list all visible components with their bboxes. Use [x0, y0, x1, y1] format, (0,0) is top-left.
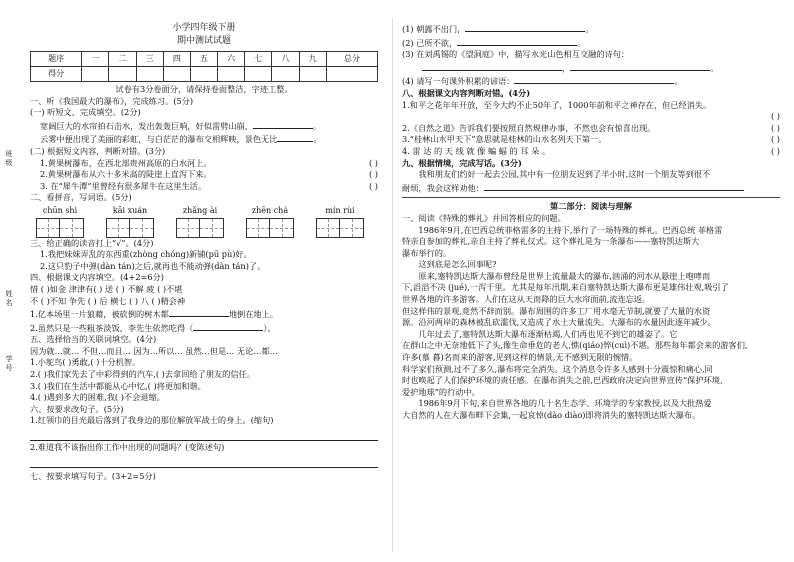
text: 3. 在“犀牛潭”里曾经有很多犀牛在这里生活。: [40, 180, 207, 191]
judge-item: [402, 134, 780, 146]
text: 地倒在地上。: [228, 309, 278, 320]
passage-line: 科学家们预测,过不了多久,瀑布将完全消失。这个消息令许多人感到十分震惊和痛心,同: [402, 363, 713, 374]
conjunction-item: 2.( )我们家先去了中彩得到的汽车,( )去拿回给了朋友的信任。: [30, 369, 255, 380]
score-cell: 三: [136, 52, 163, 67]
passage-line: 大自然的人在大瀑布畔下会集,一起哀悼(dào diào)即将消失的塞特凯达斯大瀑布。: [402, 410, 701, 420]
reading-task: 一、阅读《特殊的葬礼》并回答相应的问题。: [402, 212, 566, 223]
text: 2.《自然之道》告诉我们要按照自然规律办事，不然也会有惊喜出现。: [402, 122, 656, 133]
score-cell: 一: [82, 52, 109, 67]
section-1b-heading: (二) 根据短文内容，判断对错。(3分): [30, 145, 166, 156]
judge-item: [30, 158, 378, 170]
idiom-row: 惜 ( )如金 津津有( ) 送 ( ) 不解 疲 ( )不堪: [30, 283, 183, 294]
score-cell: 题序: [31, 52, 82, 67]
exam-instructions: 试卷有3分卷面分，请保持卷面整洁，字迹工整。: [115, 84, 293, 94]
writing-grid[interactable]: [310, 218, 370, 238]
answer-blank[interactable]: [457, 36, 577, 46]
text: (2) 已所不欲，: [402, 37, 458, 48]
score-cell: 二: [109, 52, 136, 67]
passage-line: 瀑布举行的。: [402, 247, 452, 258]
idiom-row: 不 ( )不知 争先 ( ) 后 横七 ( ) 八 ( )精会神: [30, 295, 186, 306]
pinyin-label: zhēn chá: [251, 205, 289, 215]
passage-line: 下,滔滔不决 (jué),一泻千里。尤其是每年汛期,来自塞特凯达斯大瀑布更是雄伟壮观,吸引了: [402, 282, 729, 293]
score-input-cell[interactable]: [109, 67, 136, 82]
text: 宽阔巨大的水帘拍石击水，发出轰轰巨响，好似雷劈山崩，: [40, 120, 253, 131]
writing-grid[interactable]: [170, 218, 230, 238]
section-1a-line2: 云雾中便出现了美丽的彩虹，与白茫茫的瀑布交相辉映，景色无比 。: [40, 134, 322, 145]
section-6-heading: 六、按要求改句子。(5分): [30, 403, 124, 414]
text: 1.黄果树瀑布，在西北部贵州高原的白水河上。: [40, 157, 212, 168]
score-input-cell[interactable]: [218, 67, 245, 82]
passage-line: 爱护地球”的行动中。: [402, 386, 480, 397]
pinyin-label: kāi xuán: [112, 205, 148, 215]
text: 3.“桂林山水甲天下”意思就是桂林的山水名列天下第一。: [402, 134, 607, 145]
answer-blank[interactable]: [514, 74, 674, 84]
text: 耐烦，我会这样劝他：: [402, 182, 484, 193]
rewrite-item: 1.红领巾的目光最后落到了我身边的那位解放军战士的身上。(缩句): [30, 415, 274, 426]
text: 4. 雷 达 的 天 线 就 像 蝙 蝠 的 耳 朵 。: [402, 145, 551, 156]
section-1a-line1: 宽阔巨大的水帘拍石击水，发出轰轰巨响，好似雷劈山崩， 。: [40, 120, 322, 131]
proverb-fill-item: (4) 请写一句课外积累的谚语： 。: [402, 76, 683, 87]
poem-answer-row: ， 。: [402, 61, 780, 75]
score-input-cell[interactable]: [82, 67, 109, 82]
answer-line[interactable]: [30, 428, 378, 441]
exam-title-name: 期中测试试题: [176, 36, 231, 46]
writing-grid-row: [30, 218, 378, 238]
pinyin-label: zhǎng ài: [182, 205, 218, 215]
passage-line: 特亲自参加的葬礼,亲自主持了葬礼仪式。这个葬礼是为一条瀑布——塞特凯达斯大: [402, 236, 700, 247]
pinyin-label: chūn shì: [42, 205, 78, 215]
answer-line[interactable]: [30, 455, 378, 468]
writing-grid[interactable]: [240, 218, 300, 238]
fill-item: [30, 307, 378, 321]
writing-grid[interactable]: [100, 218, 160, 238]
judge-item: [30, 181, 378, 193]
answer-blank[interactable]: [465, 22, 585, 32]
answer-paren[interactable]: ( ): [369, 180, 378, 191]
section-2-heading: 二、看拼音，写词语。(5分): [30, 192, 132, 203]
right-column: [402, 22, 780, 422]
score-input-cell[interactable]: [326, 67, 377, 82]
text: 1.亿本场里一片狼藉，被砍倒的树木都: [30, 309, 169, 320]
answer-paren[interactable]: ( ): [771, 111, 780, 122]
pinyin-row: [30, 205, 378, 217]
pinyin-label: mín rùi: [325, 205, 355, 215]
scenario-text: 我和朋友们约好一起去公园,其中有一位朋友迟到了半小时,这时一个朋友等到很不: [418, 169, 711, 180]
passage-line: 但这样伟的景观,竟然不辞而别。瀑布周围的许多工厂用水毫无节制,就要了大量的水资: [402, 305, 711, 316]
judge-item-paren: [402, 111, 780, 123]
section-3-heading: 三、给正确的读音打上“√”。(4分): [30, 237, 154, 248]
conjunction-item: 3.( )我们在生活中都能从心中忆,( )将更加和谐。: [30, 380, 206, 391]
answer-blank[interactable]: [422, 61, 562, 71]
score-input-cell[interactable]: [272, 67, 299, 82]
answer-blank[interactable]: [193, 321, 263, 331]
passage-line: 原来,塞特凯达斯大瀑布曾经是世界上流量最大的瀑布,汹涌的河水从悬崖上咆哮而: [418, 270, 711, 281]
section-7-heading: 七、按要求填写句子。(3+2=5分): [30, 470, 156, 481]
passage-line: 1986年9月,在巴西总统菲格雷多的主持下,举行了一场特殊的葬礼。巴西总统 菲格雷: [418, 224, 723, 235]
answer-paren[interactable]: ( ): [771, 145, 780, 156]
text: 2.虽然只是一些粗茶淡饭，李先生依然吃得（: [30, 322, 194, 333]
score-cell: 六: [218, 52, 245, 67]
writing-grid[interactable]: [30, 218, 90, 238]
score-cell: 七: [245, 52, 272, 67]
section-8-heading: 八、根据课文内容判断对错。(4分): [402, 87, 531, 98]
score-table-header-row: [31, 52, 378, 67]
score-table: [30, 51, 378, 82]
score-input-cell[interactable]: [245, 67, 272, 82]
score-table-score-row: [31, 67, 378, 82]
answer-paren[interactable]: ( ): [771, 122, 780, 133]
section-1-heading: 一、听《我国最大的瀑布》，完成练习。(5分): [30, 95, 194, 106]
passage-line: 在群山之中无奈地低下了头,像生命垂危的老人,憔(qiáo)悴(cuì)不堪。那些每年都会来的游客们,: [402, 340, 748, 351]
conjunction-options: 因为就…就… 不但…而且… 因为…所以… 虽然…但是… 无论…都…: [30, 345, 278, 356]
conjunction-item: 4.( )遇到多大的困难,我( )不会退缩。: [30, 392, 165, 403]
left-column: [30, 22, 378, 482]
passage-line: 世界各地的许多游客。人们在这从天而降的巨大水帘面前,流连忘返。: [402, 294, 651, 305]
student-id-label: 学号: [5, 355, 13, 372]
text: 1.和平之花年年开放，至今大约不止50年了，1000年前和平之神存在，但已经消失。: [402, 99, 712, 110]
section-4-heading: 四、根据课文内容填空。(4+2=6分): [30, 272, 164, 283]
section-5-heading: 五、选择恰当的关联词填空。(4分): [30, 334, 157, 345]
score-input-cell[interactable]: [299, 67, 326, 82]
answer-blank[interactable]: [484, 181, 744, 191]
section-9-heading: 九、根据情境，完成写话。(3分): [402, 157, 522, 168]
pronunciation-item: 2.这只豹子中弹(dàn tán)之后,就再也不能动弹(dàn tán)了。: [40, 260, 266, 271]
section-1a-heading: (一) 听短文，完成填空。(2分): [30, 107, 141, 118]
pronunciation-item: 1.我把妹妹弄乱的东西重(zhòng chóng)新铺(pū pù)好。: [40, 249, 252, 260]
conjunction-item: 1.小鸵鸟( )勇敢,( )十分机智。: [30, 357, 141, 368]
passage-line: 源。沿河两岸的森林被乱砍滥伐,又造成了水土大量流失。大瀑布的水量因此逐年减少。: [402, 317, 716, 328]
score-cell: 五: [190, 52, 217, 67]
poem-fill-item: (3) 在刘禹锡的《望洞庭》中，描写水光山色相互交融的诗句：: [402, 49, 630, 60]
score-cell: 四: [163, 52, 190, 67]
answer-blank[interactable]: [169, 307, 229, 317]
judge-item: [402, 100, 780, 112]
judge-item: [402, 146, 780, 158]
answer-blank[interactable]: [277, 132, 313, 142]
passage-line: 这到底是怎么回事呢?: [418, 259, 497, 270]
text: ）。: [263, 322, 276, 333]
passage-line: 1986年9月下旬,来自世界各地的几十名生态学、环境学的专家教授,以及大批热爱: [418, 398, 712, 409]
name-label: 姓名: [5, 290, 13, 307]
exam-title-grade: 小学四年级下册: [172, 23, 236, 33]
score-cell: 八: [272, 52, 299, 67]
poem-fill-item: (1) 朝露不出门， 。: [402, 24, 594, 34]
scenario-prompt: [402, 181, 780, 195]
passage-line: 许多(慕 暮)名而来的游客,见到这样的情景,无不感到无限的惋惜。: [402, 352, 638, 363]
passage-line: 几年过去了,塞特凯达斯大瀑布逐渐枯竭,人们再也见不到它的雄姿了。它: [418, 328, 678, 339]
judge-item: [30, 169, 378, 181]
text: 2.黄果树瀑布从六十多米高的陡崖上直泻下来。: [40, 169, 212, 180]
passage-line: 时也唤起了人们保护环境的责任感。在瀑布消失之前,巴西政府决定向世界宣传“保护环境、: [402, 375, 729, 386]
text: (4) 请写一句课外积累的谚语：: [402, 76, 515, 87]
score-cell: 九: [299, 52, 326, 67]
text: (1) 朝露不出门，: [402, 24, 466, 34]
score-input-cell[interactable]: [190, 67, 217, 82]
score-input-cell[interactable]: [163, 67, 190, 82]
answer-blank[interactable]: [570, 61, 710, 71]
judge-item: [402, 123, 780, 135]
text: 云雾中便出现了美丽的彩虹，与白茫茫的瀑布交相辉映，景色无比: [40, 134, 278, 145]
rewrite-item: 2.难道我不该指出你工作中出现的问题吗？(变陈述句): [30, 442, 225, 453]
answer-blank[interactable]: [253, 119, 313, 129]
poem-fill-item: (2) 已所不欲， 。: [402, 37, 586, 48]
score-cell: 总分: [326, 52, 377, 67]
fill-item: [30, 321, 378, 335]
part-2-heading: 第二部分：阅读与理解: [402, 197, 780, 213]
score-label-cell: 得分: [31, 67, 82, 82]
answer-paren[interactable]: ( ): [369, 169, 378, 180]
answer-paren[interactable]: ( ): [369, 157, 378, 168]
column-divider: [392, 18, 393, 552]
class-label: 班级: [5, 150, 13, 167]
answer-paren[interactable]: ( ): [771, 134, 780, 145]
score-input-cell[interactable]: [136, 67, 163, 82]
